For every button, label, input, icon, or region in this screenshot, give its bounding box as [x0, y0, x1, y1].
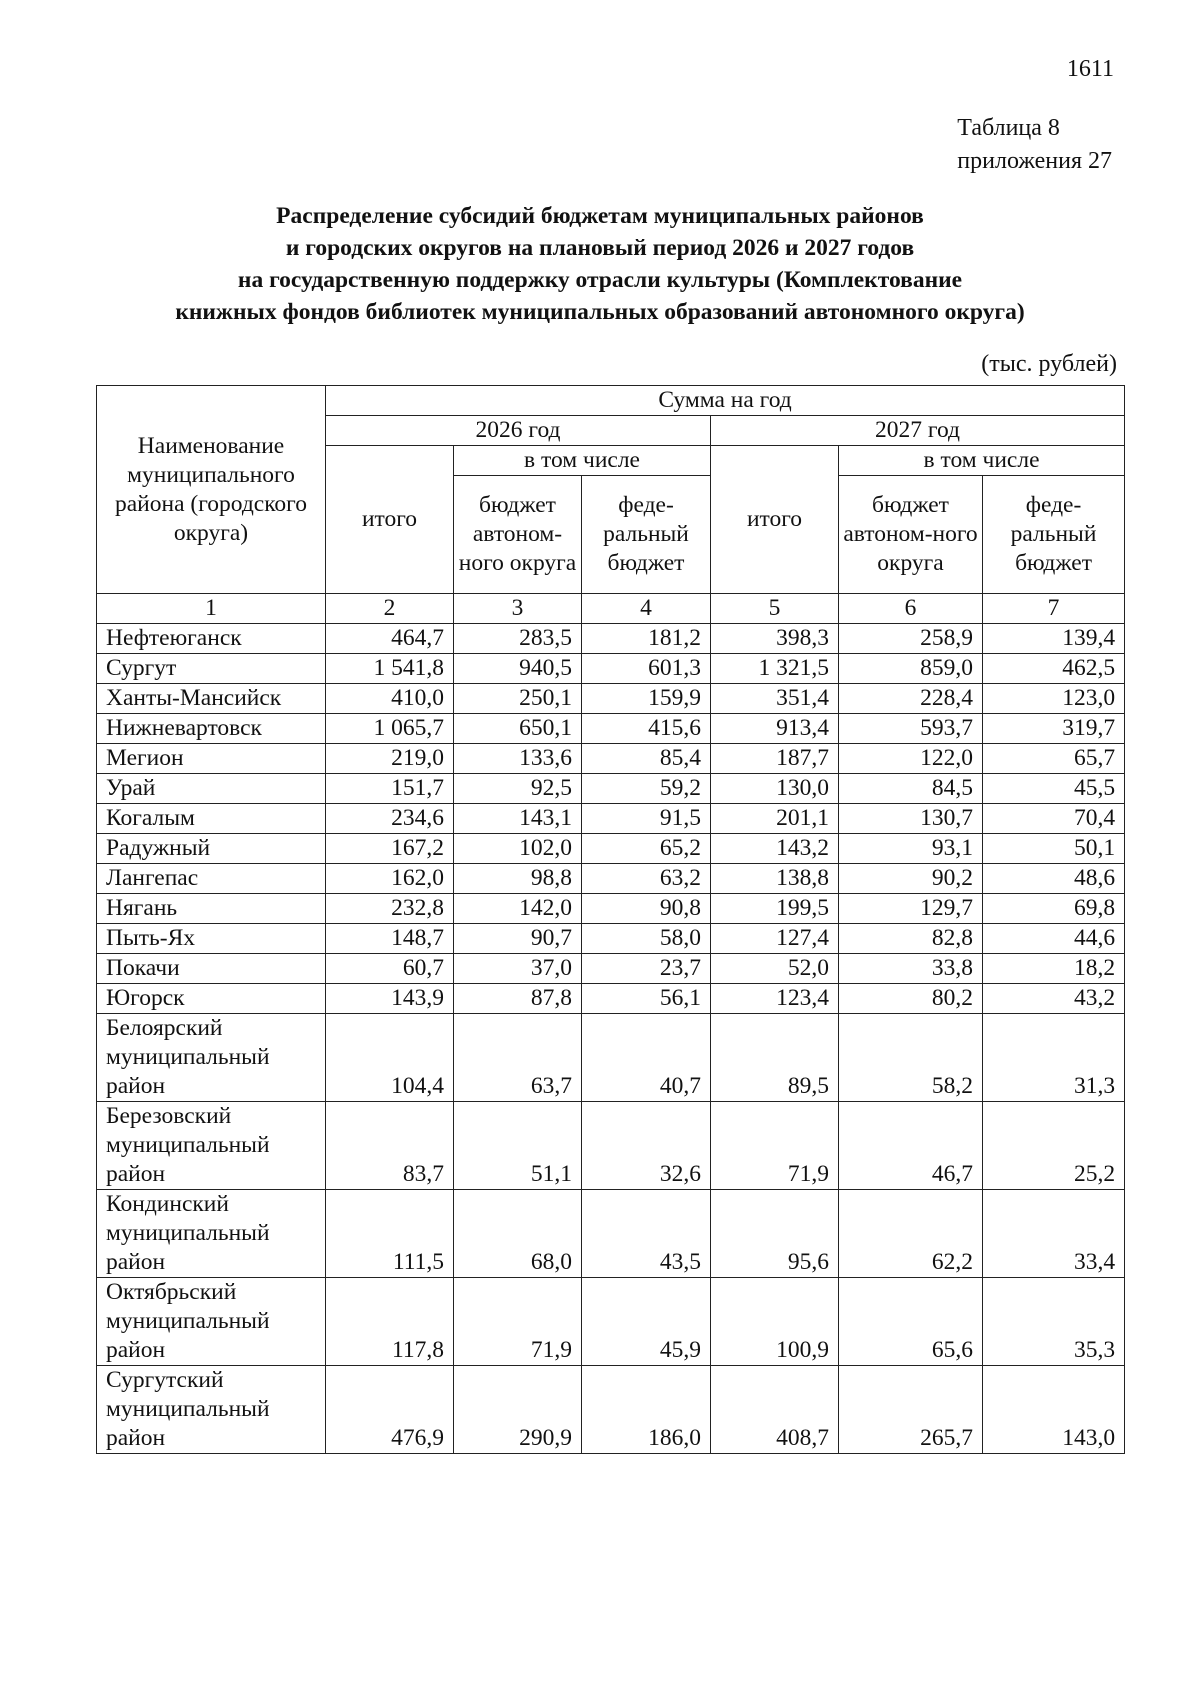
- district-name: Мегион: [97, 744, 326, 774]
- cell-total-2026: 83,7: [326, 1102, 454, 1190]
- title-line: на государственную поддержку отрасли культуры (Комплектование: [237, 267, 963, 293]
- district-name: Лангепас: [97, 864, 326, 894]
- cell-federal-budget-2026: 59,2: [582, 774, 711, 804]
- cell-federal-budget-2026: 186,0: [582, 1366, 711, 1454]
- cell-federal-budget-2027: 50,1: [983, 834, 1125, 864]
- cell-total-2026: 148,7: [326, 924, 454, 954]
- table-reference: [957, 112, 1112, 178]
- cell-total-2026: 167,2: [326, 834, 454, 864]
- district-name: Ханты-Мансийск: [97, 684, 326, 714]
- cell-federal-budget-2026: 90,8: [582, 894, 711, 924]
- cell-federal-budget-2026: 23,7: [582, 954, 711, 984]
- table-row: [97, 654, 1125, 684]
- cell-federal-budget-2026: 58,0: [582, 924, 711, 954]
- header-total-2027: итого: [711, 446, 839, 594]
- cell-federal-budget-2026: 32,6: [582, 1102, 711, 1190]
- cell-total-2026: 476,9: [326, 1366, 454, 1454]
- table-row: [97, 774, 1125, 804]
- cell-regional-budget-2027: 65,6: [839, 1278, 983, 1366]
- cell-total-2027: 89,5: [711, 1014, 839, 1102]
- district-name: Нефтеюганск: [97, 624, 326, 654]
- column-number: 2: [326, 594, 454, 624]
- cell-federal-budget-2027: 70,4: [983, 804, 1125, 834]
- district-name: Октябрьский муниципальный район: [97, 1278, 326, 1366]
- table-row: [97, 714, 1125, 744]
- cell-regional-budget-2027: 129,7: [839, 894, 983, 924]
- cell-total-2027: 398,3: [711, 624, 839, 654]
- cell-regional-budget-2026: 92,5: [454, 774, 582, 804]
- header-regional-budget-2027: бюджет автоном-ного округа: [839, 476, 983, 594]
- cell-federal-budget-2027: 43,2: [983, 984, 1125, 1014]
- district-name: Урай: [97, 774, 326, 804]
- title-line: Распределение субсидий бюджетам муниципальных районов: [276, 203, 924, 229]
- title-line: и городских округов на плановый период 2026 и 2027 годов: [285, 235, 915, 261]
- cell-total-2027: 123,4: [711, 984, 839, 1014]
- header-year-2027: 2027 год: [711, 416, 1125, 446]
- table-body: [97, 624, 1125, 1454]
- page-number: 1611: [1066, 56, 1114, 82]
- cell-federal-budget-2027: 65,7: [983, 744, 1125, 774]
- header-including-2026: в том числе: [454, 446, 711, 476]
- cell-total-2026: 111,5: [326, 1190, 454, 1278]
- district-name: Когалым: [97, 804, 326, 834]
- district-name: Югорск: [97, 984, 326, 1014]
- cell-regional-budget-2027: 265,7: [839, 1366, 983, 1454]
- cell-federal-budget-2027: 48,6: [983, 864, 1125, 894]
- table-number: Таблица 8: [957, 115, 1060, 141]
- cell-regional-budget-2027: 84,5: [839, 774, 983, 804]
- cell-federal-budget-2027: 44,6: [983, 924, 1125, 954]
- appendix-reference: приложения 27: [957, 148, 1112, 174]
- table-row: [97, 684, 1125, 714]
- cell-regional-budget-2026: 650,1: [454, 714, 582, 744]
- cell-regional-budget-2027: 80,2: [839, 984, 983, 1014]
- column-number: 4: [582, 594, 711, 624]
- cell-federal-budget-2026: 181,2: [582, 624, 711, 654]
- cell-regional-budget-2026: 940,5: [454, 654, 582, 684]
- table-row: [97, 624, 1125, 654]
- cell-regional-budget-2026: 143,1: [454, 804, 582, 834]
- cell-total-2027: 351,4: [711, 684, 839, 714]
- cell-regional-budget-2026: 283,5: [454, 624, 582, 654]
- cell-regional-budget-2027: 33,8: [839, 954, 983, 984]
- cell-regional-budget-2027: 82,8: [839, 924, 983, 954]
- cell-regional-budget-2026: 250,1: [454, 684, 582, 714]
- cell-total-2026: 1 541,8: [326, 654, 454, 684]
- cell-regional-budget-2026: 51,1: [454, 1102, 582, 1190]
- table-row: [97, 1102, 1125, 1190]
- cell-regional-budget-2027: 90,2: [839, 864, 983, 894]
- cell-federal-budget-2026: 415,6: [582, 714, 711, 744]
- cell-total-2027: 127,4: [711, 924, 839, 954]
- header-year-2026: 2026 год: [326, 416, 711, 446]
- header-federal-budget-2027: феде-ральный бюджет: [983, 476, 1125, 594]
- cell-total-2027: 100,9: [711, 1278, 839, 1366]
- cell-regional-budget-2027: 859,0: [839, 654, 983, 684]
- cell-federal-budget-2027: 25,2: [983, 1102, 1125, 1190]
- column-number: 7: [983, 594, 1125, 624]
- cell-federal-budget-2026: 601,3: [582, 654, 711, 684]
- column-number: 3: [454, 594, 582, 624]
- cell-regional-budget-2027: 130,7: [839, 804, 983, 834]
- cell-total-2027: 1 321,5: [711, 654, 839, 684]
- cell-regional-budget-2027: 58,2: [839, 1014, 983, 1102]
- cell-total-2026: 117,8: [326, 1278, 454, 1366]
- cell-federal-budget-2026: 159,9: [582, 684, 711, 714]
- cell-federal-budget-2027: 143,0: [983, 1366, 1125, 1454]
- district-name: Березовский муниципальный район: [97, 1102, 326, 1190]
- cell-federal-budget-2027: 31,3: [983, 1014, 1125, 1102]
- cell-federal-budget-2026: 85,4: [582, 744, 711, 774]
- table-row: [97, 894, 1125, 924]
- header-federal-budget-2026: феде-ральный бюджет: [582, 476, 711, 594]
- cell-federal-budget-2027: 123,0: [983, 684, 1125, 714]
- header-including-2027: в том числе: [839, 446, 1125, 476]
- cell-regional-budget-2026: 68,0: [454, 1190, 582, 1278]
- cell-total-2027: 408,7: [711, 1366, 839, 1454]
- title-line: книжных фондов библиотек муниципальных образований автономного округа): [175, 299, 1025, 325]
- district-name: Кондинский муниципальный район: [97, 1190, 326, 1278]
- cell-total-2026: 162,0: [326, 864, 454, 894]
- cell-regional-budget-2026: 37,0: [454, 954, 582, 984]
- cell-federal-budget-2026: 63,2: [582, 864, 711, 894]
- column-number-row: [97, 594, 1125, 624]
- cell-regional-budget-2027: 258,9: [839, 624, 983, 654]
- cell-federal-budget-2027: 35,3: [983, 1278, 1125, 1366]
- table-row: [97, 1278, 1125, 1366]
- cell-federal-budget-2027: 319,7: [983, 714, 1125, 744]
- unit-note: (тыс. рублей): [981, 351, 1117, 377]
- district-name: Нижневартовск: [97, 714, 326, 744]
- cell-federal-budget-2027: 18,2: [983, 954, 1125, 984]
- column-number: 6: [839, 594, 983, 624]
- cell-regional-budget-2026: 90,7: [454, 924, 582, 954]
- cell-total-2027: 95,6: [711, 1190, 839, 1278]
- subsidy-table: [96, 385, 1125, 1454]
- district-name: Белоярский муниципальный район: [97, 1014, 326, 1102]
- cell-total-2027: 187,7: [711, 744, 839, 774]
- cell-regional-budget-2027: 46,7: [839, 1102, 983, 1190]
- cell-federal-budget-2026: 40,7: [582, 1014, 711, 1102]
- district-name: Пыть-Ях: [97, 924, 326, 954]
- cell-regional-budget-2026: 133,6: [454, 744, 582, 774]
- cell-regional-budget-2027: 228,4: [839, 684, 983, 714]
- cell-total-2027: 138,8: [711, 864, 839, 894]
- cell-regional-budget-2026: 102,0: [454, 834, 582, 864]
- table-row: [97, 1366, 1125, 1454]
- district-name: Сургут: [97, 654, 326, 684]
- cell-total-2026: 104,4: [326, 1014, 454, 1102]
- cell-regional-budget-2026: 71,9: [454, 1278, 582, 1366]
- header-sum-per-year: Сумма на год: [326, 386, 1125, 416]
- cell-total-2026: 232,8: [326, 894, 454, 924]
- cell-regional-budget-2026: 290,9: [454, 1366, 582, 1454]
- column-number: 1: [97, 594, 326, 624]
- district-name: Нягань: [97, 894, 326, 924]
- cell-total-2027: 71,9: [711, 1102, 839, 1190]
- cell-regional-budget-2027: 62,2: [839, 1190, 983, 1278]
- cell-total-2026: 143,9: [326, 984, 454, 1014]
- cell-federal-budget-2026: 91,5: [582, 804, 711, 834]
- cell-total-2026: 219,0: [326, 744, 454, 774]
- cell-federal-budget-2027: 69,8: [983, 894, 1125, 924]
- cell-regional-budget-2027: 122,0: [839, 744, 983, 774]
- header-name-column: Наименование муниципального района (городского округа): [97, 386, 326, 594]
- table-row: [97, 744, 1125, 774]
- cell-total-2027: 199,5: [711, 894, 839, 924]
- table-row: [97, 834, 1125, 864]
- cell-regional-budget-2026: 98,8: [454, 864, 582, 894]
- cell-regional-budget-2027: 93,1: [839, 834, 983, 864]
- column-number: 5: [711, 594, 839, 624]
- district-name: Сургутский муниципальный район: [97, 1366, 326, 1454]
- header-regional-budget-2026: бюджет автоном-ного округа: [454, 476, 582, 594]
- cell-federal-budget-2026: 43,5: [582, 1190, 711, 1278]
- district-name: Радужный: [97, 834, 326, 864]
- header-total-2026: итого: [326, 446, 454, 594]
- cell-total-2026: 151,7: [326, 774, 454, 804]
- cell-total-2027: 143,2: [711, 834, 839, 864]
- cell-federal-budget-2026: 56,1: [582, 984, 711, 1014]
- cell-total-2027: 52,0: [711, 954, 839, 984]
- cell-federal-budget-2027: 139,4: [983, 624, 1125, 654]
- cell-total-2026: 410,0: [326, 684, 454, 714]
- cell-federal-budget-2027: 45,5: [983, 774, 1125, 804]
- cell-total-2027: 913,4: [711, 714, 839, 744]
- table-row: [97, 804, 1125, 834]
- cell-total-2026: 464,7: [326, 624, 454, 654]
- cell-total-2027: 130,0: [711, 774, 839, 804]
- cell-federal-budget-2026: 65,2: [582, 834, 711, 864]
- cell-total-2026: 1 065,7: [326, 714, 454, 744]
- cell-federal-budget-2026: 45,9: [582, 1278, 711, 1366]
- cell-regional-budget-2026: 63,7: [454, 1014, 582, 1102]
- table-row: [97, 864, 1125, 894]
- cell-regional-budget-2026: 87,8: [454, 984, 582, 1014]
- cell-federal-budget-2027: 33,4: [983, 1190, 1125, 1278]
- cell-total-2026: 60,7: [326, 954, 454, 984]
- table-row: [97, 924, 1125, 954]
- table-row: [97, 984, 1125, 1014]
- cell-regional-budget-2027: 593,7: [839, 714, 983, 744]
- district-name: Покачи: [97, 954, 326, 984]
- cell-federal-budget-2027: 462,5: [983, 654, 1125, 684]
- cell-total-2026: 234,6: [326, 804, 454, 834]
- document-title: [96, 200, 1104, 328]
- cell-total-2027: 201,1: [711, 804, 839, 834]
- table-row: [97, 1190, 1125, 1278]
- cell-regional-budget-2026: 142,0: [454, 894, 582, 924]
- table-row: [97, 1014, 1125, 1102]
- table-row: [97, 954, 1125, 984]
